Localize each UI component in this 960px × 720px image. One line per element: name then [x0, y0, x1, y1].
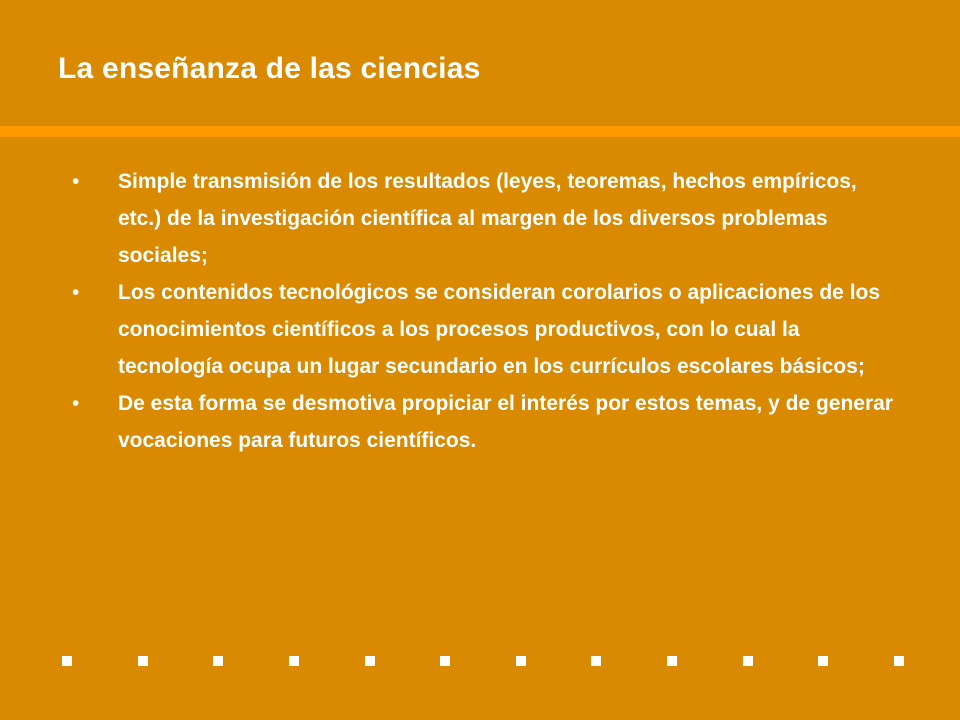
bullet-icon: • [72, 392, 80, 415]
bullet-item-3 [72, 385, 902, 459]
decorative-square-icon [62, 656, 72, 666]
decorative-square-icon [516, 656, 526, 666]
decorative-square-icon [213, 656, 223, 666]
bullet-list [72, 163, 902, 459]
bullet-icon: • [72, 281, 80, 304]
bullet-text-1: Simple transmisión de los resultados (leyes, teoremas, hechos empíricos, etc.) de la investigación científica al margen de los diversos problemas sociales; [118, 170, 857, 267]
bullet-item-2 [72, 274, 902, 385]
decorative-square-icon [365, 656, 375, 666]
decorative-square-icon [894, 656, 904, 666]
decorative-square-icon [440, 656, 450, 666]
bullet-text-2: Los contenidos tecnológicos se consideran corolarios o aplicaciones de los conocimientos científicos a los procesos productivos, con lo cual la tecnología ocupa un lugar secundario en los currículos escolares básicos; [118, 281, 881, 378]
decorative-square-icon [138, 656, 148, 666]
decorative-square-icon [743, 656, 753, 666]
decorative-square-icon [591, 656, 601, 666]
decorative-square-icon [818, 656, 828, 666]
bullet-icon: • [72, 170, 80, 193]
decorative-square-icon [289, 656, 299, 666]
bullet-item-1 [72, 163, 902, 274]
decorative-square-icon [667, 656, 677, 666]
title-divider [0, 126, 960, 137]
bullet-text-3: De esta forma se desmotiva propiciar el interés por estos temas, y de generar vocaciones para futuros científicos. [118, 392, 893, 452]
decorative-square-row [62, 656, 904, 668]
slide-title: La enseñanza de las ciencias [58, 52, 481, 85]
